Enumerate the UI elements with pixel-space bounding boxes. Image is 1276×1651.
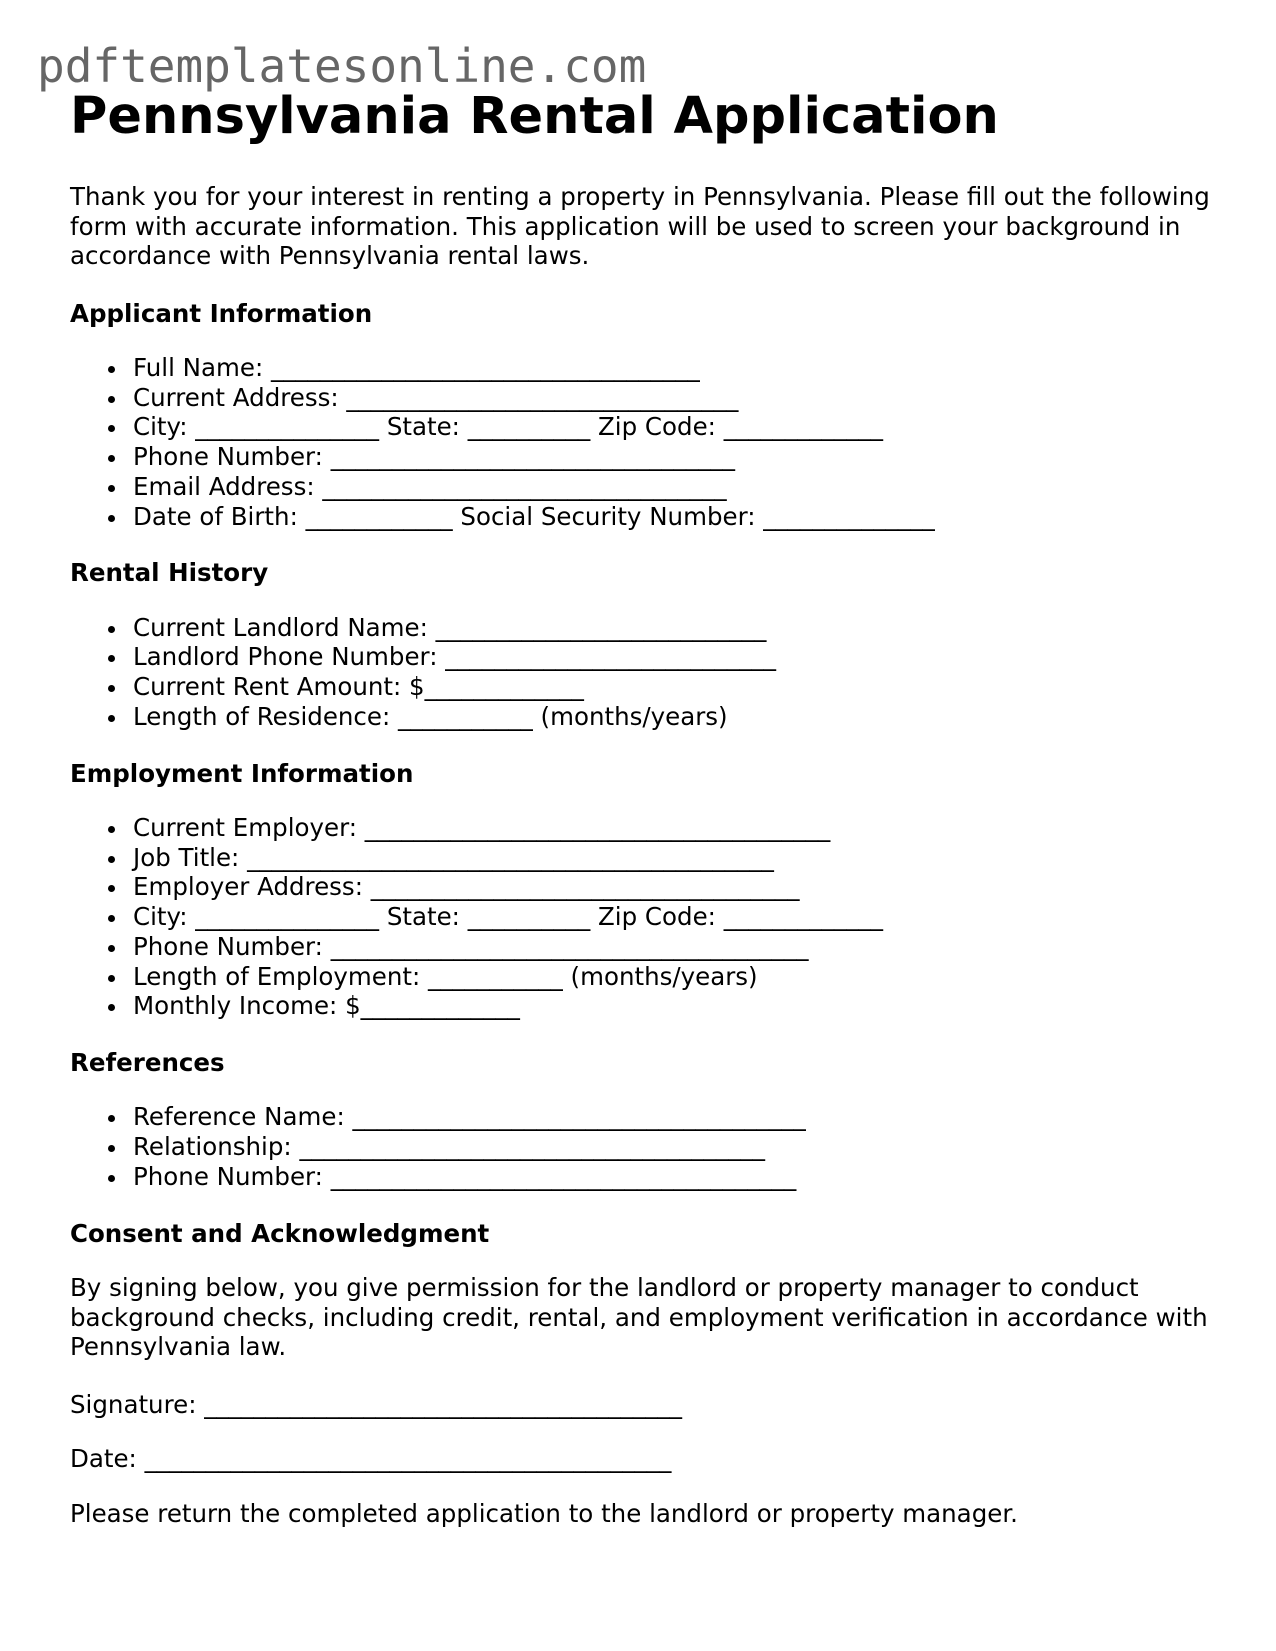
residence-length-field[interactable]: Length of Residence: ___________ (months/years) xyxy=(70,702,1230,732)
applicant-list xyxy=(70,353,1230,531)
job-title-field[interactable]: Job Title: ___________________________________________ xyxy=(70,843,1230,873)
page-title: Pennsylvania Rental Application xyxy=(70,87,999,146)
monthly-income-field[interactable]: Monthly Income: $_____________ xyxy=(70,991,1230,1021)
employer-field[interactable]: Current Employer: ______________________________________ xyxy=(70,813,1230,843)
current-address-field[interactable]: Current Address: ________________________________ xyxy=(70,383,1230,413)
employment-length-field[interactable]: Length of Employment: ___________ (months/years) xyxy=(70,962,1230,992)
relationship-field[interactable]: Relationship: ______________________________________ xyxy=(70,1132,1230,1162)
full-name-field[interactable]: Full Name: ___________________________________ xyxy=(70,353,1230,383)
date-field[interactable]: Date: ___________________________________________ xyxy=(70,1444,672,1474)
reference-name-field[interactable]: Reference Name: _____________________________________ xyxy=(70,1102,1230,1132)
references-list xyxy=(70,1102,1230,1191)
signature-field[interactable]: Signature: _______________________________________ xyxy=(70,1389,682,1419)
section-heading-consent: Consent and Acknowledgment xyxy=(70,1218,490,1248)
section-heading-applicant: Applicant Information xyxy=(70,298,373,328)
landlord-phone-field[interactable]: Landlord Phone Number: ___________________________ xyxy=(70,642,1230,672)
section-heading-references: References xyxy=(70,1047,225,1077)
reference-phone-field[interactable]: Phone Number: ______________________________________ xyxy=(70,1162,1230,1192)
city-state-zip-field[interactable]: City: _______________ State: __________ Zip Code: _____________ xyxy=(70,412,1230,442)
consent-paragraph: By signing below, you give permission for the landlord or property manager to conduct background checks, including credit, rental, and employment verification in accordance with Pennsylvania law. xyxy=(70,1273,1208,1362)
phone-number-field[interactable]: Phone Number: _________________________________ xyxy=(70,442,1230,472)
document-body xyxy=(70,86,1230,1556)
employer-city-state-zip-field[interactable]: City: _______________ State: __________ Zip Code: _____________ xyxy=(70,902,1230,932)
intro-paragraph: Thank you for your interest in renting a property in Pennsylvania. Please fill out the following form with accurate information. This application will be used to screen your background in accordance with Pennsylvania rental laws. xyxy=(70,182,1210,270)
rental-list xyxy=(70,613,1230,732)
employer-phone-field[interactable]: Phone Number: _______________________________________ xyxy=(70,932,1230,962)
rent-amount-field[interactable]: Current Rent Amount: $_____________ xyxy=(70,672,1230,702)
section-heading-rental: Rental History xyxy=(70,558,269,588)
dob-ssn-field[interactable]: Date of Birth: ____________ Social Security Number: ______________ xyxy=(70,502,1230,532)
landlord-name-field[interactable]: Current Landlord Name: ___________________________ xyxy=(70,613,1230,643)
employment-list xyxy=(70,813,1230,1021)
email-address-field[interactable]: Email Address: _________________________________ xyxy=(70,472,1230,502)
closing-paragraph: Please return the completed application to the landlord or property manager. xyxy=(70,1498,1018,1528)
watermark: pdftemplatesonline.com xyxy=(37,39,647,93)
section-heading-employment: Employment Information xyxy=(70,758,414,788)
employer-address-field[interactable]: Employer Address: ___________________________________ xyxy=(70,872,1230,902)
